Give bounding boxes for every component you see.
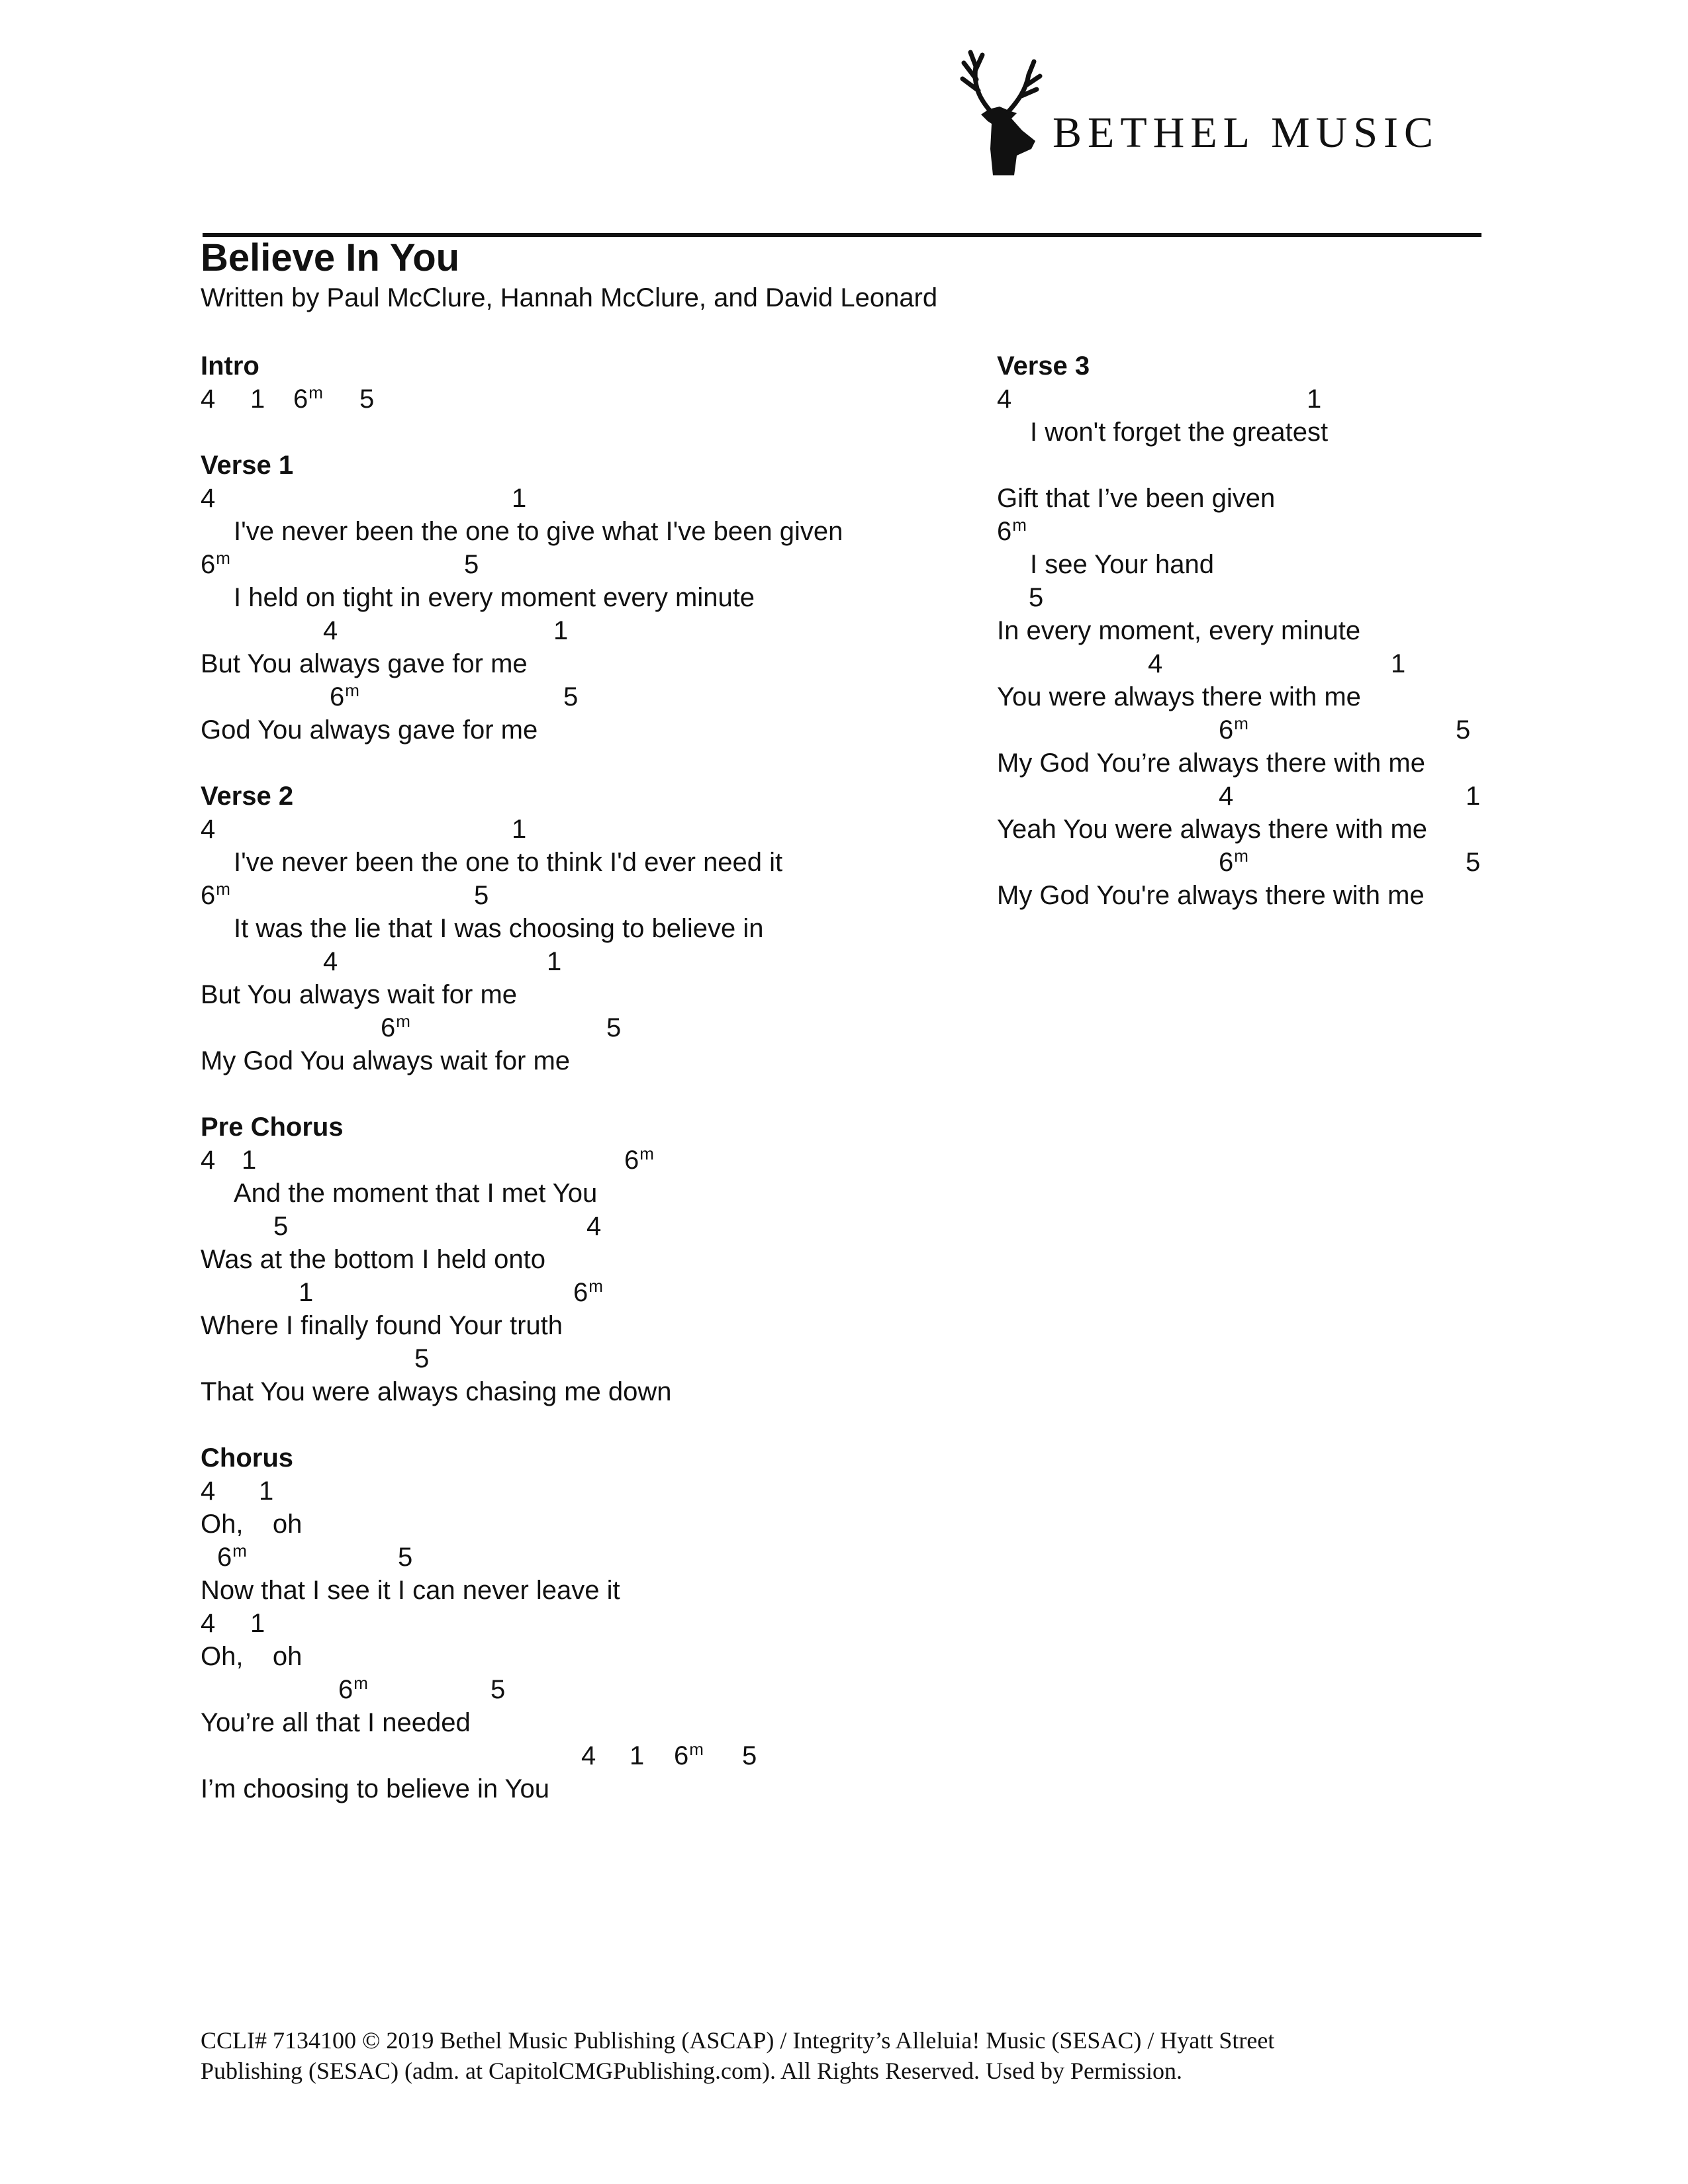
chord: 4: [323, 947, 338, 976]
chord: 1: [250, 385, 265, 414]
chord-row: [201, 879, 968, 912]
chord: 6$^m$: [1219, 713, 1248, 745]
chord: 4: [1148, 649, 1163, 678]
chord: 1: [547, 947, 562, 976]
chord-row: [201, 614, 968, 647]
chord: 1: [250, 1609, 265, 1638]
lyric-line: You’re all that I needed: [201, 1708, 471, 1737]
lyric-line: I've never been the one to think I'd ever need it: [234, 848, 783, 877]
chord: 6$^m$: [293, 383, 323, 414]
chord: 5: [414, 1344, 430, 1373]
chord: 4: [201, 484, 216, 513]
lyric-line: It was the lie that I was choosing to believe in: [234, 914, 764, 943]
chord: 4: [323, 616, 338, 645]
chord-row: [201, 1276, 968, 1309]
chord-row: [201, 813, 968, 846]
chord: 5: [359, 385, 375, 414]
lyric-line: My God You're always there with me: [997, 881, 1425, 910]
lyric-line: Oh, oh: [201, 1642, 303, 1671]
chord: 1: [553, 616, 569, 645]
lyric-line: In every moment, every minute: [997, 616, 1361, 645]
section-title: Pre Chorus: [201, 1113, 344, 1142]
section-verse-1: [201, 449, 968, 747]
section-title: Verse 3: [997, 351, 1090, 381]
section-chorus: [201, 1441, 968, 1805]
chord: 5: [742, 1741, 757, 1770]
chord: 4: [201, 815, 216, 844]
section-intro: [201, 349, 968, 416]
chord: 6$^m$: [573, 1276, 603, 1307]
chord: 6$^m$: [330, 680, 359, 711]
lyrics-column-left: [201, 349, 968, 1839]
chord: 5: [273, 1212, 289, 1241]
chord-row: [201, 1144, 968, 1177]
section-verse-2: [201, 780, 968, 1077]
section-verse-3: [997, 349, 1688, 912]
chord: 1: [512, 815, 527, 844]
chord: 6$^m$: [217, 1541, 247, 1572]
chord: 6$^m$: [338, 1673, 368, 1704]
chord: 5: [474, 881, 489, 910]
chord-row: [201, 1342, 968, 1375]
chord-row: [201, 1739, 968, 1772]
chord-row: [201, 945, 968, 978]
chord: 4: [997, 385, 1012, 414]
chord: 1: [299, 1278, 314, 1307]
chord: 5: [464, 550, 479, 579]
lyric-line: Gift that I’ve been given: [997, 484, 1276, 513]
lyric-line: Where I finally found Your truth: [201, 1311, 563, 1340]
brand-logo: [943, 50, 1486, 182]
chord: 4: [201, 1477, 216, 1506]
section-pre-chorus: [201, 1111, 968, 1408]
lyric-line: My God You’re always there with me: [997, 749, 1425, 778]
chord: 6$^m$: [674, 1739, 704, 1770]
lyric-line: But You always wait for me: [201, 980, 518, 1009]
lyrics-column-right: [997, 349, 1688, 945]
chord: 1: [630, 1741, 645, 1770]
deer-head-icon: [953, 50, 1046, 179]
chord: 4: [1219, 782, 1234, 811]
section-title: Verse 1: [201, 451, 294, 480]
chord: 6$^m$: [997, 515, 1027, 546]
song-credits: Written by Paul McClure, Hannah McClure, and David Leonard: [201, 283, 938, 312]
chord-row: [201, 1607, 968, 1640]
chord: 4: [586, 1212, 602, 1241]
chord: 5: [1456, 715, 1471, 745]
chord: 4: [201, 1146, 216, 1175]
chord: 5: [398, 1543, 413, 1572]
lyric-line: I held on tight in every moment every minute: [234, 583, 755, 612]
chord-row: [997, 846, 1688, 879]
chord: 6$^m$: [624, 1144, 654, 1175]
chord-row: [997, 647, 1688, 680]
lyric-line: Yeah You were always there with me: [997, 815, 1428, 844]
chord: 1: [1391, 649, 1406, 678]
chord: 5: [563, 682, 579, 711]
lyric-line: I've never been the one to give what I've been given: [234, 517, 843, 546]
lyric-line: I see Your hand: [1030, 550, 1215, 579]
lyric-line: But You always gave for me: [201, 649, 528, 678]
section-title: Verse 2: [201, 782, 294, 811]
chord-row: [201, 1011, 968, 1044]
chord-row: [997, 581, 1688, 614]
chord-row: [997, 713, 1688, 747]
spacer: [997, 449, 1688, 482]
chord: 1: [1307, 385, 1322, 414]
chord: 5: [606, 1013, 622, 1042]
lyric-line: God You always gave for me: [201, 715, 538, 745]
chord: 6$^m$: [381, 1011, 410, 1042]
chord: 4: [201, 385, 216, 414]
chord-row: [997, 515, 1688, 548]
chord-row: [201, 482, 968, 515]
chord-row: [201, 1475, 968, 1508]
chord: 6$^m$: [201, 548, 230, 579]
chord: 5: [1466, 848, 1481, 877]
chord-row: [201, 680, 968, 713]
lyric-line: You were always there with me: [997, 682, 1361, 711]
lyric-line: That You were always chasing me down: [201, 1377, 672, 1406]
brand-name: BETHEL MUSIC: [1053, 109, 1440, 157]
chord: 1: [512, 484, 527, 513]
chord: 1: [259, 1477, 274, 1506]
copyright-line: Publishing (SESAC) (adm. at CapitolCMGPublishing.com). All Rights Reserved. Used by Permission.: [201, 2058, 1183, 2084]
lyric-line: Now that I see it I can never leave it: [201, 1576, 620, 1605]
chord: 1: [242, 1146, 257, 1175]
chord: 6$^m$: [201, 879, 230, 910]
chord-row: [201, 383, 968, 416]
chord: 5: [1029, 583, 1044, 612]
chord: 6$^m$: [1219, 846, 1248, 877]
lyric-line: I won't forget the greatest: [1030, 418, 1329, 447]
chord: 4: [201, 1609, 216, 1638]
lyric-line: I’m choosing to believe in You: [201, 1774, 550, 1803]
chord-row: [201, 1210, 968, 1243]
lyric-line: And the moment that I met You: [234, 1179, 598, 1208]
chord: 1: [1466, 782, 1481, 811]
lyric-line: My God You always wait for me: [201, 1046, 571, 1075]
chord-row: [997, 383, 1688, 416]
lyric-line: Was at the bottom I held onto: [201, 1245, 546, 1274]
song-title: Believe In You: [201, 236, 460, 279]
lyric-line: Oh, oh: [201, 1510, 303, 1539]
chord: 5: [491, 1675, 506, 1704]
copyright-line: CCLI# 7134100 © 2019 Bethel Music Publishing (ASCAP) / Integrity’s Alleluia! Music (SESAC) / Hyatt Street: [201, 2027, 1275, 2054]
chord: 4: [581, 1741, 596, 1770]
chord-row: [997, 780, 1688, 813]
section-title: Chorus: [201, 1443, 293, 1473]
chord-row: [201, 548, 968, 581]
chord-row: [201, 1541, 968, 1574]
section-title: Intro: [201, 351, 259, 381]
copyright-footer: [201, 2025, 1498, 2086]
chord-row: [201, 1673, 968, 1706]
